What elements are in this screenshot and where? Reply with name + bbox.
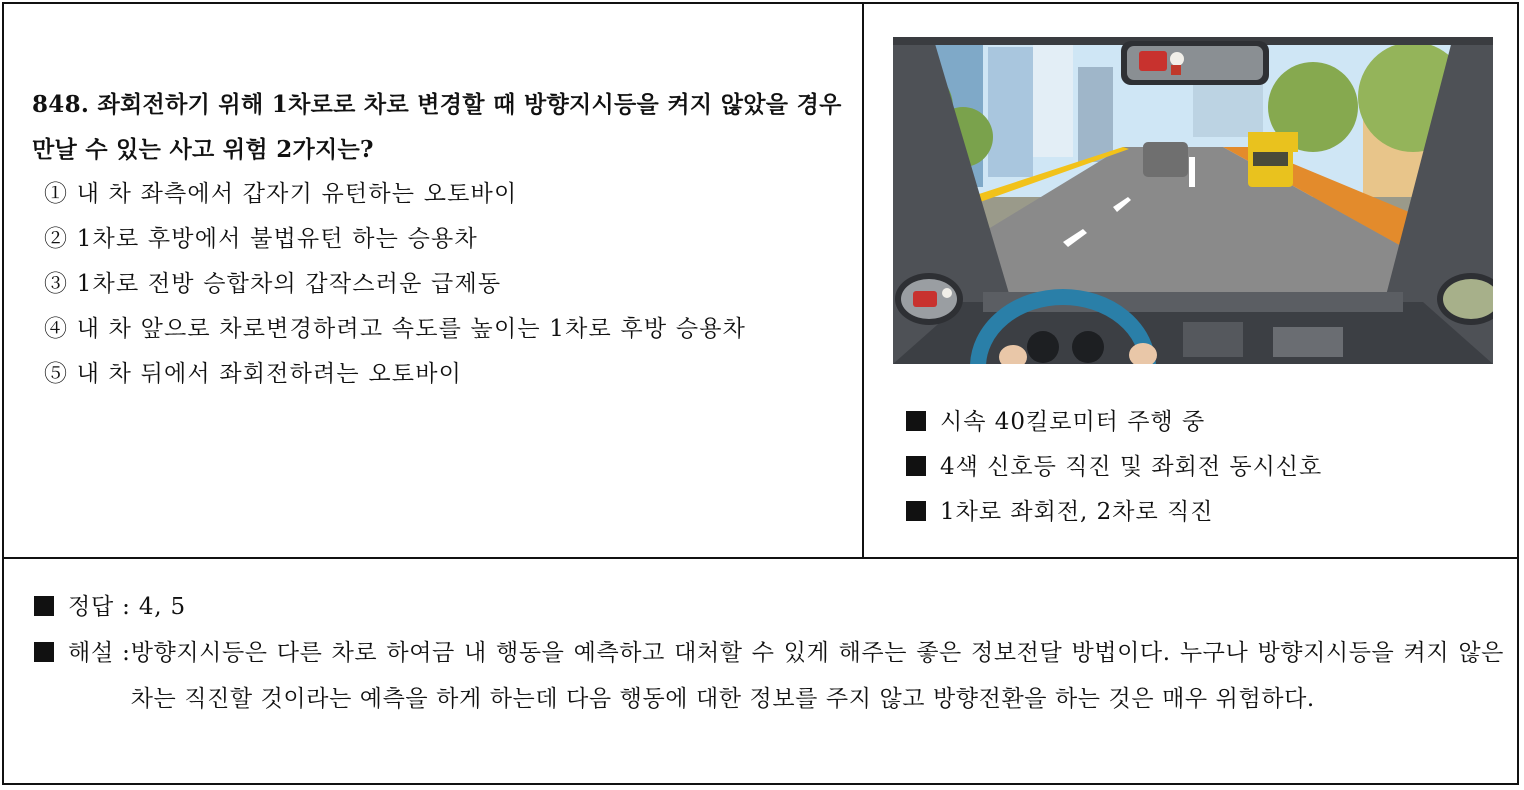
option-1: ① 내 차 좌측에서 갑자기 유턴하는 오토바이 [44, 181, 518, 207]
answer-row [34, 584, 1504, 630]
option-5: ⑤ 내 차 뒤에서 좌회전하려는 오토바이 [44, 361, 463, 387]
option-2: ② 1차로 후방에서 불법유턴 하는 승용차 [44, 226, 478, 252]
vertical-divider [862, 2, 864, 558]
square-bullet-icon [906, 411, 926, 431]
driver-view-illustration [893, 37, 1493, 364]
horizontal-divider [2, 557, 1519, 559]
square-bullet-icon [906, 501, 926, 521]
conditions-list [906, 400, 1322, 535]
question-block [32, 82, 847, 397]
condition-item: 시속 40킬로미터 주행 중 [906, 400, 1322, 445]
answer-section [34, 584, 1504, 722]
explanation-row [34, 630, 1504, 722]
question-title: 848. 좌회전하기 위해 1차로로 차로 변경할 때 방향지시등을 켜지 않았을 경우 만날 수 있는 사고 위험 2가지는? [32, 91, 842, 163]
explanation-text: 방향지시등은 다른 차로 하여금 내 행동을 예측하고 대처할 수 있게 해주는 좋은 정보전달 방법이다. 누구나 방향지시등을 켜지 않은 차는 직진할 것이라는 예측을 하게 하는데 다음 행동에 대한 정보를 주지 않고 방향전환을 하는 것은 매우 위험하다. [130, 640, 1504, 712]
square-bullet-icon [34, 596, 54, 616]
condition-item: 4색 신호등 직진 및 좌회전 동시신호 [906, 445, 1322, 490]
condition-item: 1차로 좌회전, 2차로 직진 [906, 490, 1322, 535]
option-3: ③ 1차로 전방 승합차의 갑작스러운 급제동 [44, 271, 502, 297]
answer-value: 4, 5 [138, 594, 186, 620]
square-bullet-icon [906, 456, 926, 476]
explanation-label: 해설 : [68, 640, 131, 666]
option-4: ④ 내 차 앞으로 차로변경하려고 속도를 높이는 1차로 후방 승용차 [44, 316, 747, 342]
square-bullet-icon [34, 642, 54, 662]
answer-label: 정답 : [68, 594, 139, 620]
